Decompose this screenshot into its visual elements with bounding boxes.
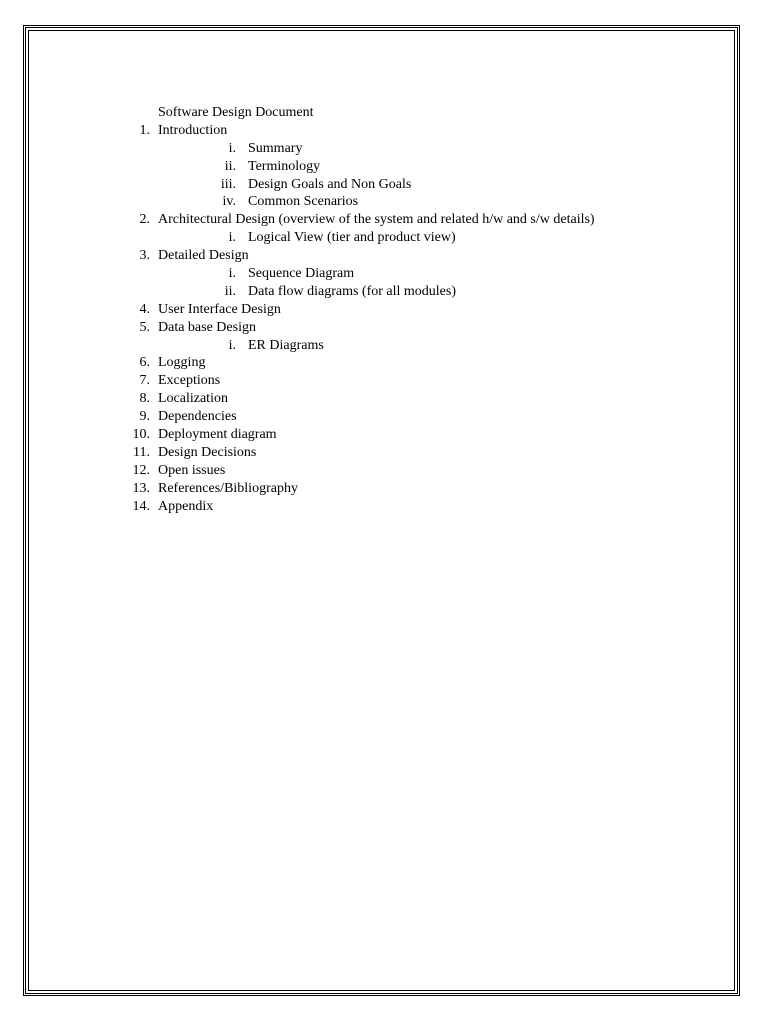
outline-item-number: 12. [132, 462, 150, 478]
outline-subitem [0, 265, 768, 283]
outline-subitem-text: Sequence Diagram [248, 266, 355, 282]
document-title: Software Design Document [158, 105, 314, 120]
outline-item [0, 444, 768, 462]
outline-subitem [0, 176, 768, 194]
outline-item-number: 11. [133, 444, 150, 460]
outline-item-number: 9. [139, 409, 150, 425]
outline-item-number: 2. [139, 212, 150, 228]
outline-subitem-number: iv. [222, 194, 236, 210]
outline-item [0, 319, 768, 337]
outline-item [0, 122, 768, 140]
outline-item [0, 211, 768, 229]
outline-item-text: Deployment diagram [158, 427, 277, 443]
outline-subitem [0, 337, 768, 355]
outline-item-text: References/Bibliography [158, 480, 298, 496]
outline-subitem [0, 229, 768, 247]
outline-subitem-text: ER Diagrams [248, 337, 324, 353]
outline-item-number: 8. [139, 391, 150, 407]
outline-item-number: 13. [132, 480, 150, 496]
outline-item [0, 301, 768, 319]
document-title-line [0, 104, 768, 122]
outline-item-number: 14. [132, 498, 150, 514]
outline-item [0, 247, 768, 265]
outline-item [0, 480, 768, 498]
outline-list [0, 122, 768, 516]
outline-item-text: User Interface Design [158, 301, 281, 317]
outline-item-text: Introduction [158, 122, 228, 138]
outline-subitem [0, 158, 768, 176]
outline-subitem-number: i. [228, 337, 236, 353]
outline-item-number: 4. [139, 301, 150, 317]
outline-subitem-text: Terminology [248, 158, 321, 174]
document-body [0, 104, 768, 515]
outline-subitem-number: ii. [224, 158, 236, 174]
outline-item-number: 6. [139, 355, 150, 371]
outline-item-text: Architectural Design (overview of the system and related h/w and s/w details) [158, 212, 595, 228]
outline-item-number: 1. [139, 122, 150, 138]
outline-subitem-number: i. [228, 230, 236, 246]
outline-item-number: 3. [139, 248, 150, 264]
outline-item [0, 462, 768, 480]
outline-item [0, 354, 768, 372]
outline-item-text: Appendix [158, 498, 214, 514]
outline-subitem-number: i. [228, 266, 236, 282]
outline-item-text: Data base Design [158, 319, 256, 335]
outline-item-text: Open issues [158, 462, 226, 478]
outline-subitem [0, 140, 768, 158]
outline-item-text: Logging [158, 355, 206, 371]
outline-item-number: 10. [132, 427, 150, 443]
outline-subitem-number: ii. [224, 283, 236, 299]
outline-item [0, 426, 768, 444]
outline-item-text: Detailed Design [158, 248, 249, 264]
outline-item-number: 5. [139, 319, 150, 335]
outline-item-text: Design Decisions [158, 444, 257, 460]
outline-item [0, 372, 768, 390]
outline-subitem-number: iii. [220, 176, 236, 192]
outline-subitem-text: Design Goals and Non Goals [248, 176, 412, 192]
outline-subitem-text: Logical View (tier and product view) [248, 230, 456, 246]
outline-subitem-text: Data flow diagrams (for all modules) [248, 283, 456, 299]
outline-subitem [0, 193, 768, 211]
outline-item-text: Exceptions [158, 373, 221, 389]
outline-item-number: 7. [139, 373, 150, 389]
outline-subitem [0, 283, 768, 301]
outline-item-text: Dependencies [158, 409, 237, 425]
outline-subitem-number: i. [228, 140, 236, 156]
outline-subitem-text: Common Scenarios [248, 194, 359, 210]
outline-subitem-text: Summary [248, 140, 303, 156]
outline-item [0, 408, 768, 426]
outline-item [0, 498, 768, 516]
outline-item [0, 390, 768, 408]
outline-item-text: Localization [158, 391, 228, 407]
